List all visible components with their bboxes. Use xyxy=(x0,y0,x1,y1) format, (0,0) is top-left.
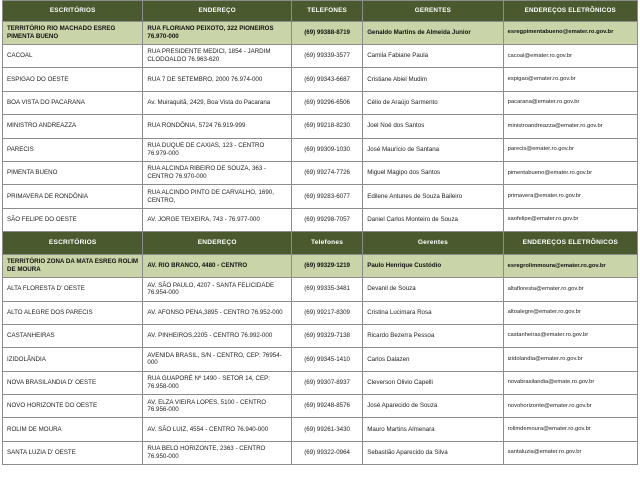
manager-cell: Cleverson Olivio Capelli xyxy=(363,371,503,394)
territory-row xyxy=(3,22,638,45)
offices-table xyxy=(2,0,638,465)
table-row xyxy=(3,371,638,394)
header-phones: TELEFONES xyxy=(291,1,362,22)
phone-cell: (69) 99248-8576 xyxy=(291,395,362,418)
table-row xyxy=(3,138,638,161)
table-row xyxy=(3,301,638,324)
email-cell[interactable]: novohorizonte@emater.ro.gov.br xyxy=(503,395,637,418)
territory-row xyxy=(3,255,638,278)
phone-cell: (69) 99298-7057 xyxy=(291,208,362,231)
phone-cell: (69) 99283-6077 xyxy=(291,185,362,208)
office-cell: SÃO FELIPE DO OESTE xyxy=(3,208,143,231)
phone-cell: (69) 99274-7726 xyxy=(291,161,362,184)
territory-office: TERRITÓRIO ZONA DA MATA ESREG ROLIM DE MOURA xyxy=(3,255,143,278)
manager-cell: Daniel Carlos Monteiro de Souza xyxy=(363,208,503,231)
phone-cell: (69) 99217-8309 xyxy=(291,301,362,324)
address-cell: AV. ELZA VIEIRA LOPES, 5100 - CENTRO 76.956-000 xyxy=(143,395,292,418)
table-row xyxy=(3,278,638,301)
manager-cell: Célio de Araújo Sarmento xyxy=(363,91,503,114)
table-row xyxy=(3,418,638,441)
table-row xyxy=(3,441,638,464)
address-cell: AV. JORGE TEIXEIRA, 743 - 76.977-000 xyxy=(143,208,292,231)
table-row xyxy=(3,91,638,114)
office-cell: CACOAL xyxy=(3,45,143,68)
office-cell: ESPIGAO DO OESTE xyxy=(3,68,143,91)
email-cell[interactable]: espigao@emater.ro.gov.br xyxy=(503,68,637,91)
address-cell: Av. Muiraquitã, 2429, Boa Vista do Pacarana xyxy=(143,91,292,114)
address-cell: AVENIDA BRASIL, S/N - CENTRO, CEP: 76954-000 xyxy=(143,348,292,371)
phone-cell: (69) 99329-7138 xyxy=(291,324,362,347)
manager-cell: Ricardo Bezerra Pessoa xyxy=(363,324,503,347)
office-cell: BOA VISTA DO PACARANA xyxy=(3,91,143,114)
address-cell: AV. AFONSO PENA,3895 - CENTRO 76.952-000 xyxy=(143,301,292,324)
email-cell[interactable]: altoalegre@emater.ro.gov.br xyxy=(503,301,637,324)
header-offices: ESCRITÓRIOS xyxy=(3,1,143,22)
table-row xyxy=(3,161,638,184)
territory-phone: (69) 99329-1219 xyxy=(291,255,362,278)
territory-address: AV. RIO BRANCO, 4480 - CENTRO xyxy=(143,255,292,278)
manager-cell: Edilene Antunes de Souza Baileiro xyxy=(363,185,503,208)
phone-cell: (69) 99261-3430 xyxy=(291,418,362,441)
header-phones: Telefones xyxy=(291,232,362,255)
address-cell: RUA PRESIDENTE MEDICI, 1854 - JARDIM CLODOALDO 76.963-620 xyxy=(143,45,292,68)
manager-cell: Cristina Lucimara Rosa xyxy=(363,301,503,324)
office-cell: ALTA FLORESTA D' OESTE xyxy=(3,278,143,301)
phone-cell: (69) 99218-8230 xyxy=(291,115,362,138)
phone-cell: (69) 99339-3577 xyxy=(291,45,362,68)
email-cell[interactable]: pacarana@emater.ro.gov.br xyxy=(503,91,637,114)
table-row xyxy=(3,115,638,138)
phone-cell: (69) 99322-0964 xyxy=(291,441,362,464)
office-cell: PIMENTA BUENO xyxy=(3,161,143,184)
territory-email[interactable]: esregpimentabueno@emater.ro.gov.br xyxy=(503,22,637,45)
manager-cell: Sebastião Aparecido da Silva xyxy=(363,441,503,464)
address-cell: RUA ALCINDA RIBEIRO DE SOUZA, 363 - CENTRO 76.970-000 xyxy=(143,161,292,184)
email-cell[interactable]: castanheiras@emater.ro.gov.br xyxy=(503,324,637,347)
table-row xyxy=(3,395,638,418)
office-cell: PRIMAVERA DE RONDÔNIA xyxy=(3,185,143,208)
email-cell[interactable]: izidolandia@emater.ro.gov.br xyxy=(503,348,637,371)
table-row xyxy=(3,185,638,208)
header-managers: Gerentes xyxy=(363,232,503,255)
phone-cell: (69) 99335-3481 xyxy=(291,278,362,301)
table-row xyxy=(3,208,638,231)
email-cell[interactable]: parecis@emater.ro.gov.br xyxy=(503,138,637,161)
email-cell[interactable]: cacoal@emater.ro.gov.br xyxy=(503,45,637,68)
office-cell: NOVO HORIZONTE DO OESTE xyxy=(3,395,143,418)
offices-document xyxy=(2,0,638,465)
email-cell[interactable]: santaluzia@emater.ro.gov.br xyxy=(503,441,637,464)
office-cell: SANTA LUZIA D' OESTE xyxy=(3,441,143,464)
email-cell[interactable]: altafloresta@emater.ro.gov.br xyxy=(503,278,637,301)
phone-cell: (69) 99343-6687 xyxy=(291,68,362,91)
address-cell: RUA DUQUE DE CAXIAS, 123 - CENTRO 76.979-000 xyxy=(143,138,292,161)
header-address: ENDEREÇO xyxy=(143,1,292,22)
address-cell: RUA BELO HORIZONTE, 2363 - CENTRO 76.950-000 xyxy=(143,441,292,464)
manager-cell: Camila Fabiane Paula xyxy=(363,45,503,68)
territory-phone: (69) 99388-8719 xyxy=(291,22,362,45)
header-managers: GERENTES xyxy=(363,1,503,22)
manager-cell: José Maurício de Santana xyxy=(363,138,503,161)
table-header-1 xyxy=(3,1,638,22)
office-cell: IZIDOLÂNDIA xyxy=(3,348,143,371)
header-offices: ESCRITÓRIOS xyxy=(3,232,143,255)
table-row xyxy=(3,324,638,347)
table-row xyxy=(3,45,638,68)
address-cell: AV. SÃO LUIZ, 4554 - CENTRO 76.940-000 xyxy=(143,418,292,441)
territory-email[interactable]: esregrolimmoura@emater.ro.gov.br xyxy=(503,255,637,278)
email-cell[interactable]: ministroandreazza@emater.ro.gov.br xyxy=(503,115,637,138)
email-cell[interactable]: saofelipe@emater.ro.gov.br xyxy=(503,208,637,231)
header-address: ENDEREÇO xyxy=(143,232,292,255)
territory-manager: Genaldo Martins de Almeida Junior xyxy=(363,22,503,45)
office-cell: MINISTRO ANDREAZZA xyxy=(3,115,143,138)
email-cell[interactable]: pimentabueno@emater.ro.gov.br xyxy=(503,161,637,184)
address-cell: RUA ALCINDO PINTO DE CARVALHO, 1690, CENTRO, xyxy=(143,185,292,208)
office-cell: ALTO ALEGRE DOS PARECIS xyxy=(3,301,143,324)
table-row xyxy=(3,348,638,371)
territory-office: TERRITÓRIO RIO MACHADO ESREG PIMENTA BUENO xyxy=(3,22,143,45)
office-cell: CASTANHEIRAS xyxy=(3,324,143,347)
phone-cell: (69) 99345-1410 xyxy=(291,348,362,371)
office-cell: PARECIS xyxy=(3,138,143,161)
email-cell[interactable]: rolimdemoura@emater.ro.gov.br xyxy=(503,418,637,441)
email-cell[interactable]: primavera@emater.ro.gov.br xyxy=(503,185,637,208)
manager-cell: Cristiane Abiel Mudim xyxy=(363,68,503,91)
header-emails: ENDEREÇOS ELETRÔNICOS xyxy=(503,232,637,255)
address-cell: RUA RONDÔNIA, 5724 76.919-999 xyxy=(143,115,292,138)
address-cell: RUA GUAPORÉ Nº 1490 - SETOR 14, CEP: 76.958-000 xyxy=(143,371,292,394)
table-row xyxy=(3,68,638,91)
header-emails: ENDEREÇOS ELETRÔNICOS xyxy=(503,1,637,22)
territory-manager: Paulo Henrique Custódio xyxy=(363,255,503,278)
table-header-2 xyxy=(3,232,638,255)
manager-cell: José Aparecido de Souza xyxy=(363,395,503,418)
phone-cell: (69) 99296-6506 xyxy=(291,91,362,114)
office-cell: ROLIM DE MOURA xyxy=(3,418,143,441)
email-cell[interactable]: novabrasilandia@emate.ro.gov.br xyxy=(503,371,637,394)
phone-cell: (69) 99307-8937 xyxy=(291,371,362,394)
office-cell: NOVA BRASILANDIA D' OESTE xyxy=(3,371,143,394)
manager-cell: Carlos Dalazen xyxy=(363,348,503,371)
manager-cell: Miguel Magipo dos Santos xyxy=(363,161,503,184)
address-cell: RUA 7 DE SETEMBRO, 2000 76.974-000 xyxy=(143,68,292,91)
manager-cell: Devanil de Souza xyxy=(363,278,503,301)
manager-cell: Mauro Martins Almenara xyxy=(363,418,503,441)
territory-address: RUA FLORIANO PEIXOTO, 322 PIONEIROS 76.970-000 xyxy=(143,22,292,45)
address-cell: AV. PINHEIROS,2205 - CENTRO 76.992-000 xyxy=(143,324,292,347)
manager-cell: Joel Noé dos Santos xyxy=(363,115,503,138)
address-cell: AV. SÃO PAULO, 4207 - SANTA FELICIDADE 76.954-000 xyxy=(143,278,292,301)
phone-cell: (69) 99309-1030 xyxy=(291,138,362,161)
